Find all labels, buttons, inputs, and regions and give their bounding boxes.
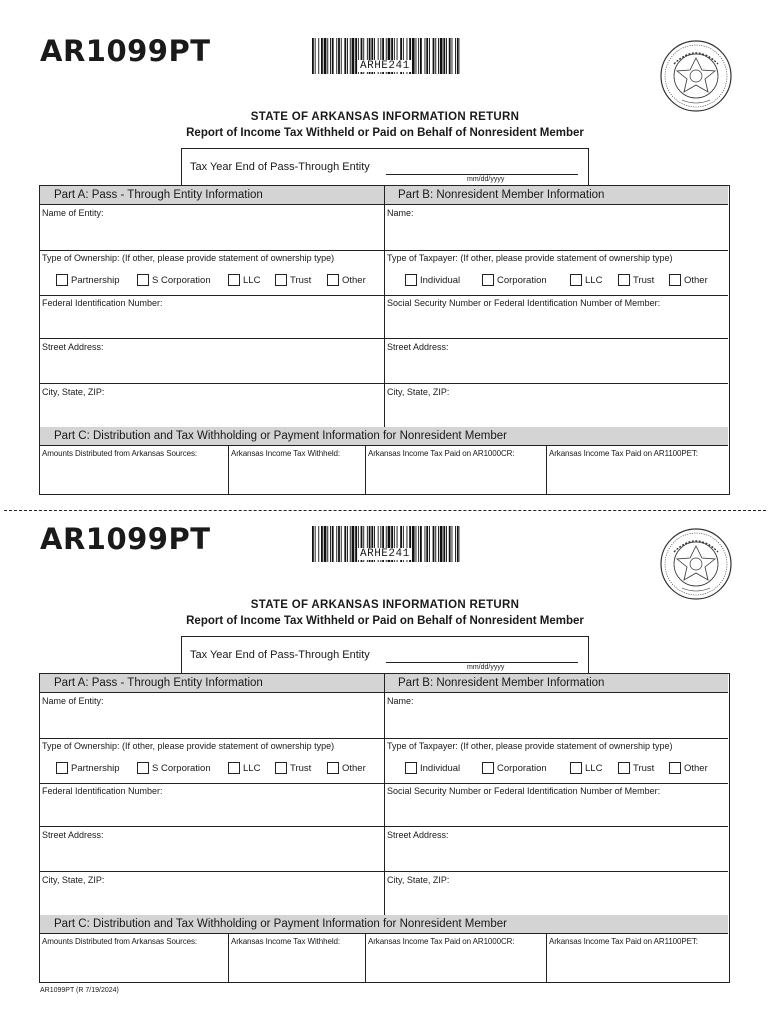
form-revision: AR1099PT (R 7/19/2024) (40, 987, 119, 994)
taxpayer-individual-checkbox[interactable]: Individual (405, 762, 460, 774)
ownership-partnership-checkbox[interactable]: Partnership (56, 762, 120, 774)
taxpayer-label: Type of Taxpayer: (If other, please provide statement of ownership type) (387, 741, 673, 751)
ownership-llc-checkbox[interactable]: LLC (228, 762, 260, 774)
taxpayer-trust-checkbox[interactable]: Trust (618, 274, 654, 286)
taxpayer-other-checkbox[interactable]: Other (669, 762, 708, 774)
tax-paid-ar1100pet-label: Arkansas Income Tax Paid on AR1100PET: (549, 937, 698, 946)
entity-name-label: Name of Entity: (42, 696, 104, 706)
ownership-trust-checkbox[interactable]: Trust (275, 762, 311, 774)
tax-year-input[interactable] (386, 174, 578, 175)
tax-paid-ar1000cr-label: Arkansas Income Tax Paid on AR1000CR: (368, 449, 515, 458)
member-street-label: Street Address: (387, 342, 449, 352)
heading-title: STATE OF ARKANSAS INFORMATION RETURN (250, 599, 520, 611)
form-title: AR1099PT (40, 522, 211, 556)
ownership-label: Type of Ownership: (If other, please provide statement of ownership type) (42, 741, 335, 751)
entity-city-label: City, State, ZIP: (42, 875, 105, 885)
tax-withheld-label: Arkansas Income Tax Withheld: (231, 449, 341, 458)
part-a-header: Part A: Pass - Through Entity Information (40, 674, 384, 693)
tax-year-input[interactable] (386, 662, 578, 663)
taxpayer-label: Type of Taxpayer: (If other, please provide statement of ownership type) (387, 253, 673, 263)
part-b-header: Part B: Nonresident Member Information (384, 674, 728, 693)
entity-name-label: Name of Entity: (42, 208, 104, 218)
heading-subtitle: Report of Income Tax Withheld or Paid on Behalf of Nonresident Member (186, 615, 584, 627)
ownership-other-checkbox[interactable]: Other (327, 274, 366, 286)
taxpayer-individual-checkbox[interactable]: Individual (405, 274, 460, 286)
member-city-label: City, State, ZIP: (387, 875, 450, 885)
amounts-distributed-label: Amounts Distributed from Arkansas Sources: (42, 937, 197, 946)
taxpayer-llc-checkbox[interactable]: LLC (570, 274, 602, 286)
heading-title: STATE OF ARKANSAS INFORMATION RETURN (250, 111, 520, 123)
taxpayer-trust-checkbox[interactable]: Trust (618, 762, 654, 774)
tax-year-label: Tax Year End of Pass-Through Entity (190, 161, 370, 173)
ownership-s-corporation-checkbox[interactable]: S Corporation (137, 762, 211, 774)
taxpayer-corporation-checkbox[interactable]: Corporation (482, 274, 547, 286)
tax-year-label: Tax Year End of Pass-Through Entity (190, 649, 370, 661)
tax-year-box (181, 148, 589, 185)
ssn-label: Social Security Number or Federal Identification Number of Member: (387, 298, 661, 308)
fein-label: Federal Identification Number: (42, 298, 163, 308)
member-city-label: City, State, ZIP: (387, 387, 450, 397)
part-a-header: Part A: Pass - Through Entity Information (40, 186, 384, 205)
member-street-label: Street Address: (387, 830, 449, 840)
entity-street-label: Street Address: (42, 342, 104, 352)
form-copy-2 (0, 488, 770, 988)
tax-year-box (181, 636, 589, 673)
entity-city-label: City, State, ZIP: (42, 387, 105, 397)
heading-subtitle: Report of Income Tax Withheld or Paid on Behalf of Nonresident Member (186, 127, 584, 139)
tax-year-hint: mm/dd/yyyy (467, 176, 505, 183)
seal-icon (660, 528, 732, 600)
member-name-label: Name: (387, 696, 414, 706)
fein-label: Federal Identification Number: (42, 786, 163, 796)
ownership-label: Type of Ownership: (If other, please provide statement of ownership type) (42, 253, 335, 263)
entity-street-label: Street Address: (42, 830, 104, 840)
tax-paid-ar1000cr-label: Arkansas Income Tax Paid on AR1000CR: (368, 937, 515, 946)
part-b-header: Part B: Nonresident Member Information (384, 186, 728, 205)
form-title: AR1099PT (40, 34, 211, 68)
amounts-distributed-label: Amounts Distributed from Arkansas Sources: (42, 449, 197, 458)
part-c-header: Part C: Distribution and Tax Withholding or Payment Information for Nonresident Member (40, 915, 728, 934)
barcode-code: ARHE241 (360, 548, 410, 560)
taxpayer-other-checkbox[interactable]: Other (669, 274, 708, 286)
tax-withheld-label: Arkansas Income Tax Withheld: (231, 937, 341, 946)
ownership-s-corporation-checkbox[interactable]: S Corporation (137, 274, 211, 286)
barcode-code: ARHE241 (360, 60, 410, 72)
form-copy-1 (0, 0, 770, 500)
ownership-llc-checkbox[interactable]: LLC (228, 274, 260, 286)
form-grid (39, 673, 730, 983)
part-c-header: Part C: Distribution and Tax Withholding or Payment Information for Nonresident Member (40, 427, 728, 446)
taxpayer-llc-checkbox[interactable]: LLC (570, 762, 602, 774)
tax-paid-ar1100pet-label: Arkansas Income Tax Paid on AR1100PET: (549, 449, 698, 458)
ownership-other-checkbox[interactable]: Other (327, 762, 366, 774)
ownership-partnership-checkbox[interactable]: Partnership (56, 274, 120, 286)
ownership-trust-checkbox[interactable]: Trust (275, 274, 311, 286)
member-name-label: Name: (387, 208, 414, 218)
taxpayer-corporation-checkbox[interactable]: Corporation (482, 762, 547, 774)
tax-year-hint: mm/dd/yyyy (467, 664, 505, 671)
ssn-label: Social Security Number or Federal Identification Number of Member: (387, 786, 661, 796)
seal-icon (660, 40, 732, 112)
form-grid (39, 185, 730, 495)
